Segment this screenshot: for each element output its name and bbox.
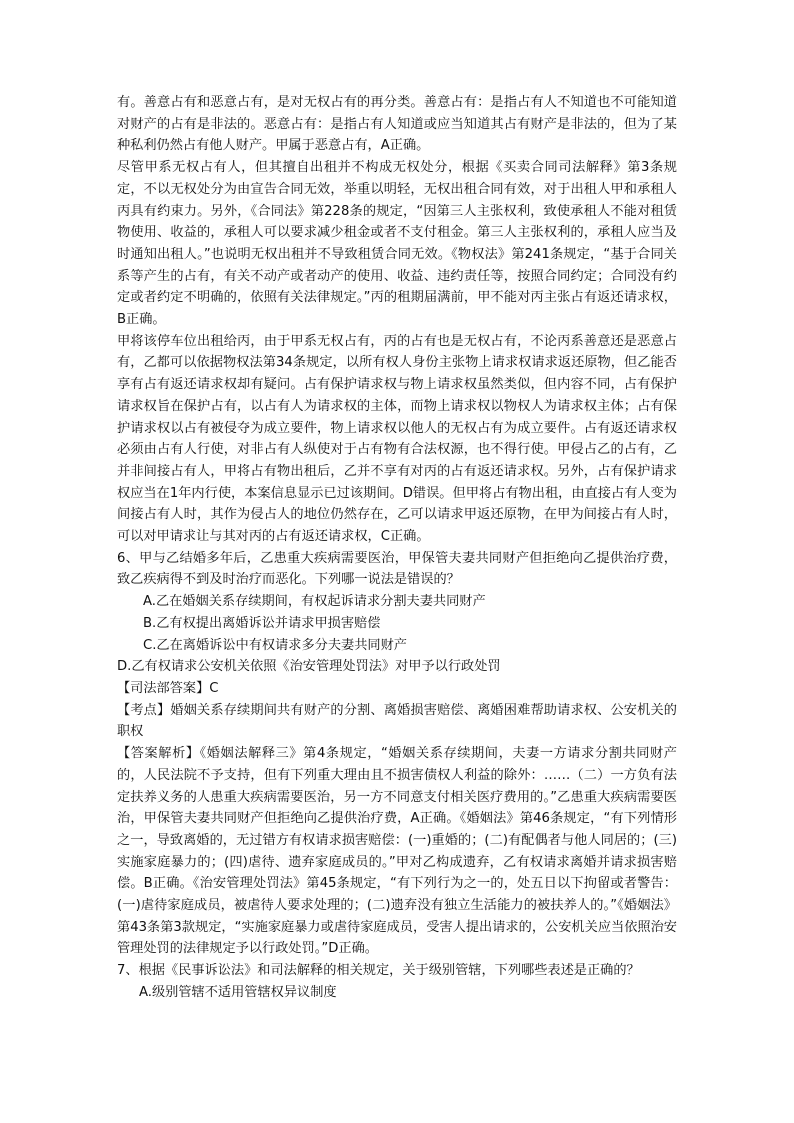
question-6-option-b: B.乙有权提出离婚诉讼并请求甲损害赔偿	[143, 615, 381, 631]
question-6-option-a: A.乙在婚姻关系存续期间，有权起诉请求分割夫妻共同财产	[143, 594, 486, 610]
question-6-option-d: D.乙有权请求公安机关依照《治安管理处罚法》对甲予以行政处罚	[117, 659, 501, 675]
paragraph-possession-classification: 有。善意占有和恶意占有，是对无权占有的再分类。善意占有：是指占有人不知道也不可能知道对财产的占有是非法的。恶意占有：是指占有人知道或应当知道其占有财产是非法的，但为了某种私利仍然占有他人财产。甲属于恶意占有，A正确。	[117, 95, 677, 154]
question-7-stem: 7、根据《民事诉讼法》和司法解释的相关规定，关于级别管辖，下列哪些表述是正确的？	[117, 963, 640, 979]
paragraph-possession-claim: 甲将该停车位出租给丙，由于甲系无权占有，丙的占有也是无权占有，不论丙系善意还是恶意占有，乙都可以依据物权法第34条规定，以所有权人身份主张物上请求权请求返还原物，但乙能否享有占有返还请求权却有疑问。占有保护请求权与物上请求权虽然类似，但内容不同，占有保护请求权旨在保护占有，以占有人为请求权的主体，而物上请求权以物权人为请求权主体；占有保护请求权以占有被侵夺为成立要件，物上请求权以他人的无权占有为成立要件。占有返还请求权必须由占有人行使，对非占有人纵使对于占有物有合法权源，也不得行使。甲侵占乙的占有，乙并非间接占有人，甲将占有物出租后，乙并不享有对丙的占有返还请求权。另外，占有保护请求权应当在1年内行使，本案信息显示已过该期间。D错误。但甲将占有物出租，由直接占有人变为间接占有人时，其作为侵占人的地位仍然存在，乙可以请求甲返还原物，在甲为间接占有人时，可以对甲请求让与其对丙的占有返还请求权，C正确。	[117, 333, 677, 545]
question-6-official-answer: 【司法部答案】C	[117, 680, 219, 696]
question-6-stem: 6、甲与乙结婚多年后，乙患重大疾病需要医治，甲保管夫妻共同财产但拒绝向乙提供治疗费，致乙疾病得不到及时治疗而恶化。下列哪一说法是错误的？	[117, 550, 677, 588]
question-6-option-c: C.乙在离婚诉讼中有权请求多分夫妻共同财产	[143, 637, 407, 653]
document-page	[117, 92, 677, 1004]
question-7-option-a: A.级别管辖不适用管辖权异议制度	[139, 984, 337, 1000]
question-6-exam-points: 【考点】婚姻关系存续期间共有财产的分割、离婚损害赔偿、离婚困难帮助请求权、公安机关的职权	[117, 702, 677, 740]
paragraph-unauthorized-lease: 尽管甲系无权占有人，但其擅自出租并不构成无权处分，根据《买卖合同司法解释》第3条规定，不以无权处分为由宣告合同无效，举重以明轻，无权出租合同有效，对于出租人甲和承租人丙具有约束力。另外，《合同法》第228条的规定，“因第三人主张权利，致使承租人不能对租赁物使用、收益的，承租人可以要求减少租金或者不支付租金。第三人主张权利的，承租人应当及时通知出租人。”也说明无权出租并不导致租赁合同无效。《物权法》第241条规定，“基于合同关系等产生的占有，有关不动产或者动产的使用、收益、违约责任等，按照合同约定；合同没有约定或者约定不明确的，依照有关法律规定。”丙的租期届满前，甲不能对丙主张占有返还请求权，B正确。	[117, 160, 677, 328]
question-6-explanation: 【答案解析】《婚姻法解释三》第4条规定，“婚姻关系存续期间，夫妻一方请求分割共同财产的，人民法院不予支持，但有下列重大理由且不损害债权人利益的除外：……（二）一方负有法定扶养义务的人患重大疾病需要医治，另一方不同意支付相关医疗费用的。”乙患重大疾病需要医治，甲保管夫妻共同财产但拒绝向乙提供治疗费，A正确。《婚姻法》第46条规定，“有下列情形之一，导致离婚的，无过错方有权请求损害赔偿：(一)重婚的；(二)有配偶者与他人同居的；(三)实施家庭暴力的；(四)虐待、遗弃家庭成员的。”甲对乙构成遗弃，乙有权请求离婚并请求损害赔偿。B正确。《治安管理处罚法》第45条规定，“有下列行为之一的，处五日以下拘留或者警告：(一)虐待家庭成员，被虐待人要求处理的；(二)遗弃没有独立生活能力的被扶养人的。”《婚姻法》第43条第3款规定，“实施家庭暴力或虐待家庭成员，受害人提出请求的，公安机关应当依照治安管理处罚的法律规定予以行政处罚。”D正确。	[117, 746, 677, 957]
